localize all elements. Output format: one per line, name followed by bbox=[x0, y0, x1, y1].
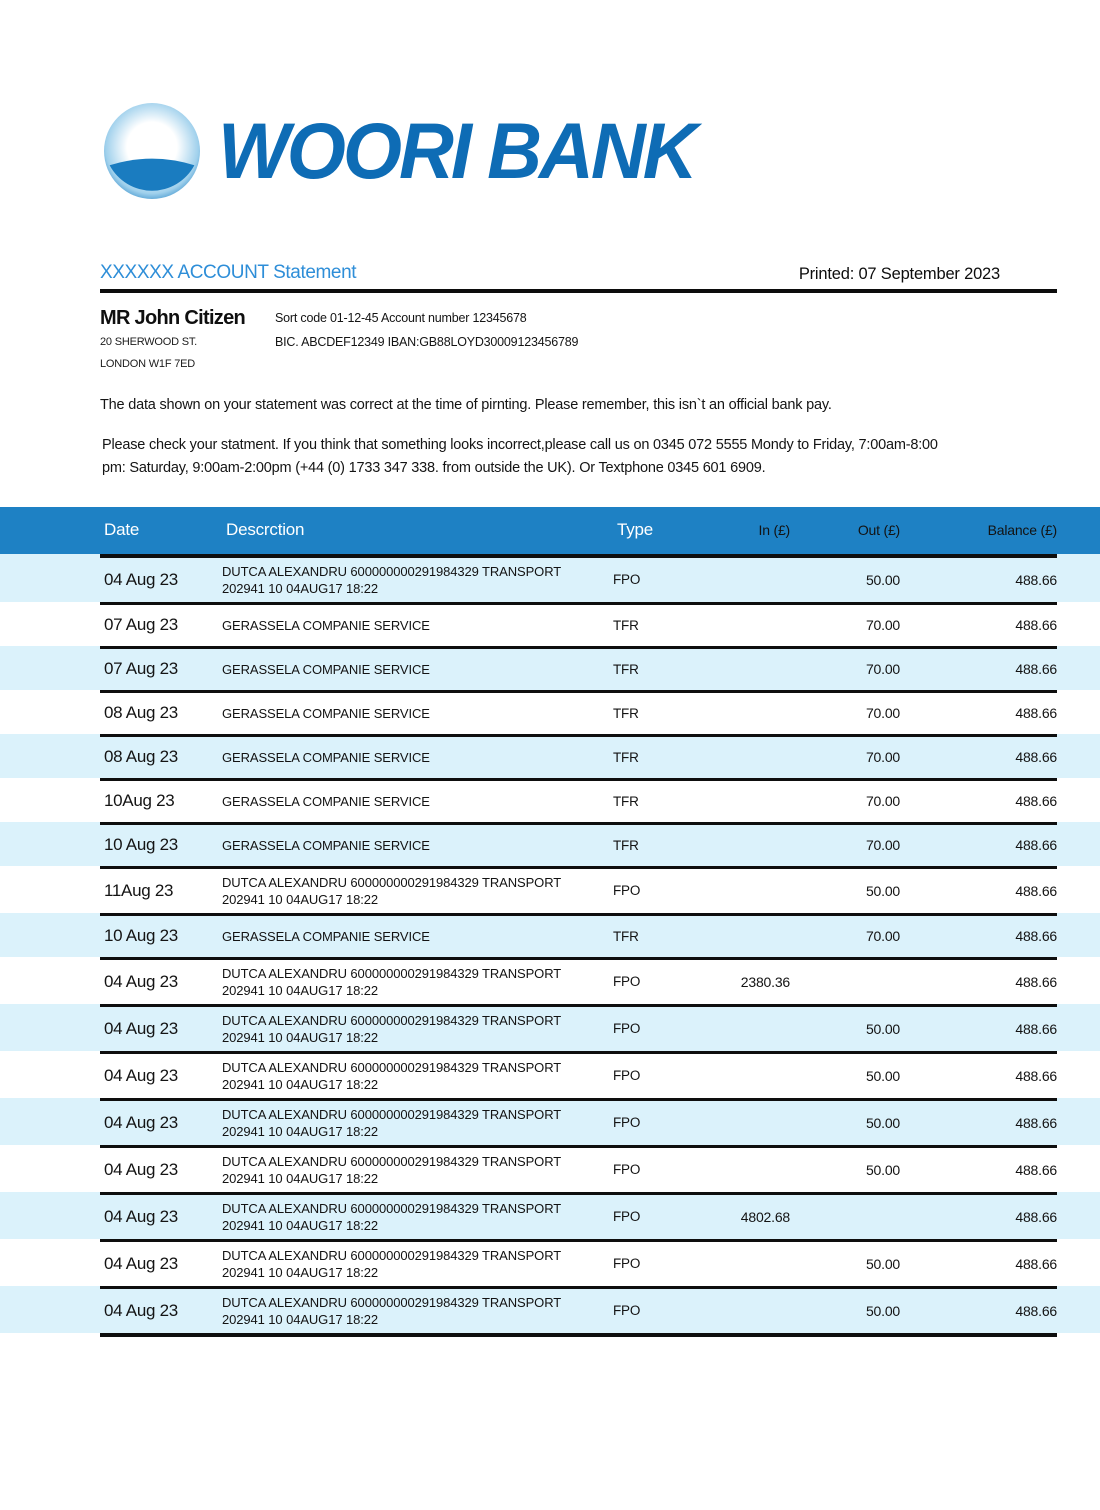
transaction-out: 50.00 bbox=[865, 1255, 900, 1272]
transaction-description-line1: GERASSELA COMPANIE SERVICE bbox=[222, 837, 430, 853]
customer-address-line1: 20 SHERWOOD ST. bbox=[100, 336, 198, 348]
transaction-type: TFR bbox=[613, 705, 639, 721]
transaction-balance: 488.66 bbox=[1015, 1208, 1057, 1225]
transaction-type: FPO bbox=[613, 572, 641, 588]
transaction-description-line1: GERASSELA COMPANIE SERVICE bbox=[222, 661, 430, 677]
transaction-description bbox=[222, 1059, 613, 1093]
transaction-description-line1: GERASSELA COMPANIE SERVICE bbox=[222, 928, 430, 944]
transaction-description bbox=[222, 1294, 613, 1328]
transaction-type: TFR bbox=[613, 837, 639, 853]
customer-block bbox=[100, 307, 1100, 370]
transaction-date: 10 Aug 23 bbox=[104, 926, 178, 946]
transaction-type: TFR bbox=[613, 661, 639, 677]
transaction-out: 70.00 bbox=[865, 837, 900, 854]
transaction-description bbox=[222, 837, 613, 854]
transaction-out: 70.00 bbox=[865, 793, 900, 810]
column-header-date: Date bbox=[104, 520, 140, 540]
transaction-description bbox=[222, 965, 613, 999]
transaction-date: 10Aug 23 bbox=[104, 791, 175, 811]
transaction-description-line2: 202941 10 04AUG17 18:22 bbox=[222, 1029, 378, 1045]
transaction-description-line1: GERASSELA COMPANIE SERVICE bbox=[222, 617, 430, 633]
transaction-balance: 488.66 bbox=[1015, 928, 1057, 945]
bic-iban: BIC. ABCDEF12349 IBAN:GB88LOYD30009123456789 bbox=[275, 335, 579, 349]
transaction-out: 50.00 bbox=[865, 571, 900, 588]
transaction-balance: 488.66 bbox=[1015, 882, 1057, 899]
transaction-type: FPO bbox=[613, 1209, 641, 1225]
table-row bbox=[0, 1098, 1100, 1145]
transaction-out: 50.00 bbox=[865, 1067, 900, 1084]
transaction-balance: 488.66 bbox=[1015, 1114, 1057, 1131]
transaction-balance: 488.66 bbox=[1015, 793, 1057, 810]
transaction-description bbox=[222, 661, 613, 678]
transaction-description bbox=[222, 1153, 613, 1187]
transaction-description-line1: DUTCA ALEXANDRU 600000000291984329 TRANSPORT bbox=[222, 874, 562, 890]
transaction-in: 2380.36 bbox=[740, 973, 790, 990]
transaction-date: 04 Aug 23 bbox=[104, 1159, 178, 1179]
column-header-type: Type bbox=[617, 520, 654, 540]
table-row bbox=[0, 1286, 1100, 1333]
transaction-description bbox=[222, 1247, 613, 1281]
transaction-out: 50.00 bbox=[865, 1302, 900, 1319]
table-row bbox=[0, 690, 1100, 734]
transaction-description-line2: 202941 10 04AUG17 18:22 bbox=[222, 1217, 378, 1233]
transaction-out: 70.00 bbox=[865, 617, 900, 634]
table-bottom-border bbox=[100, 1333, 1057, 1337]
transaction-description bbox=[222, 705, 613, 722]
transaction-description-line2: 202941 10 04AUG17 18:22 bbox=[222, 1076, 378, 1092]
transaction-type: FPO bbox=[613, 1115, 641, 1131]
transaction-balance: 488.66 bbox=[1015, 1067, 1057, 1084]
transaction-out: 70.00 bbox=[865, 749, 900, 766]
transaction-balance: 488.66 bbox=[1015, 973, 1057, 990]
column-header-in: In (£) bbox=[758, 522, 790, 539]
transactions-table bbox=[0, 507, 1100, 1337]
transaction-description-line2: 202941 10 04AUG17 18:22 bbox=[222, 1311, 378, 1327]
statement-note-1: The data shown on your statement was correct at the time of pirnting. Please remember, this isn`t an official bank pay. bbox=[100, 397, 832, 413]
table-row bbox=[0, 1239, 1100, 1286]
transaction-balance: 488.66 bbox=[1015, 1020, 1057, 1037]
transaction-description bbox=[222, 874, 613, 908]
customer-name: MR John Citizen bbox=[100, 307, 246, 329]
transaction-type: FPO bbox=[613, 974, 641, 990]
transaction-type: FPO bbox=[613, 1162, 641, 1178]
transaction-description-line1: DUTCA ALEXANDRU 600000000291984329 TRANSPORT bbox=[222, 1059, 562, 1075]
transaction-date: 07 Aug 23 bbox=[104, 615, 178, 635]
bank-logo-icon bbox=[100, 102, 204, 200]
transaction-out: 70.00 bbox=[865, 928, 900, 945]
transaction-description-line1: GERASSELA COMPANIE SERVICE bbox=[222, 749, 430, 765]
transaction-balance: 488.66 bbox=[1015, 837, 1057, 854]
transaction-description-line1: DUTCA ALEXANDRU 600000000291984329 TRANSPORT bbox=[222, 1106, 562, 1122]
transaction-type: TFR bbox=[613, 793, 639, 809]
table-row bbox=[0, 734, 1100, 778]
transaction-description bbox=[222, 1200, 613, 1234]
transaction-out: 70.00 bbox=[865, 705, 900, 722]
transaction-balance: 488.66 bbox=[1015, 571, 1057, 588]
transaction-balance: 488.66 bbox=[1015, 1161, 1057, 1178]
column-header-description: Descrction bbox=[226, 520, 305, 540]
transaction-balance: 488.66 bbox=[1015, 1302, 1057, 1319]
transaction-description bbox=[222, 563, 613, 597]
transaction-out: 50.00 bbox=[865, 882, 900, 899]
sort-code-account-number: Sort code 01-12-45 Account number 12345678 bbox=[275, 311, 527, 325]
transaction-type: TFR bbox=[613, 928, 639, 944]
transaction-date: 04 Aug 23 bbox=[104, 1253, 178, 1273]
transaction-description bbox=[222, 793, 613, 810]
table-row bbox=[0, 1192, 1100, 1239]
transaction-type: TFR bbox=[613, 617, 639, 633]
transaction-out: 70.00 bbox=[865, 661, 900, 678]
transaction-description-line1: DUTCA ALEXANDRU 600000000291984329 TRANSPORT bbox=[222, 1247, 562, 1263]
transaction-description-line2: 202941 10 04AUG17 18:22 bbox=[222, 580, 378, 596]
table-row bbox=[0, 554, 1100, 602]
transaction-date: 08 Aug 23 bbox=[104, 747, 178, 767]
table-row bbox=[0, 778, 1100, 822]
transaction-description-line1: DUTCA ALEXANDRU 600000000291984329 TRANSPORT bbox=[222, 1012, 562, 1028]
table-row bbox=[0, 646, 1100, 690]
transaction-date: 04 Aug 23 bbox=[104, 1300, 178, 1320]
transaction-balance: 488.66 bbox=[1015, 1255, 1057, 1272]
transaction-description-line1: GERASSELA COMPANIE SERVICE bbox=[222, 705, 430, 721]
transaction-description bbox=[222, 928, 613, 945]
transaction-type: FPO bbox=[613, 1303, 641, 1319]
transaction-description bbox=[222, 617, 613, 634]
transaction-date: 10 Aug 23 bbox=[104, 835, 178, 855]
title-divider bbox=[100, 289, 1057, 293]
statement-note-2: Please check your statment. If you think that something looks incorrect,please call us on 0345 072 5555 Mondy to Friday, 7:00am-8:00 pm: Saturday, 9:00am-2:00pm (+44 (0) 1733 347 338. from outside the UK). Or Textphone 0345 601 6909. bbox=[102, 437, 938, 477]
bank-logo bbox=[100, 0, 1100, 200]
transaction-out: 50.00 bbox=[865, 1020, 900, 1037]
transaction-in: 4802.68 bbox=[740, 1208, 790, 1225]
transaction-description-line2: 202941 10 04AUG17 18:22 bbox=[222, 982, 378, 998]
transaction-date: 11Aug 23 bbox=[104, 880, 174, 900]
transaction-date: 04 Aug 23 bbox=[104, 1206, 178, 1226]
transaction-type: FPO bbox=[613, 883, 641, 899]
transaction-date: 08 Aug 23 bbox=[104, 703, 178, 723]
table-row bbox=[0, 1004, 1100, 1051]
customer-address-line2: LONDON W1F 7ED bbox=[100, 358, 195, 370]
transaction-description bbox=[222, 1012, 613, 1046]
bank-name: WOORI BANK bbox=[218, 106, 695, 196]
transaction-balance: 488.66 bbox=[1015, 749, 1057, 766]
transaction-type: FPO bbox=[613, 1068, 641, 1084]
table-row bbox=[0, 1051, 1100, 1098]
transaction-out: 50.00 bbox=[865, 1161, 900, 1178]
transaction-date: 04 Aug 23 bbox=[104, 569, 178, 589]
transaction-description-line2: 202941 10 04AUG17 18:22 bbox=[222, 1170, 378, 1186]
table-row bbox=[0, 602, 1100, 646]
transaction-balance: 488.66 bbox=[1015, 705, 1057, 722]
transaction-description-line2: 202941 10 04AUG17 18:22 bbox=[222, 891, 378, 907]
transaction-date: 07 Aug 23 bbox=[104, 659, 178, 679]
transaction-out: 50.00 bbox=[865, 1114, 900, 1131]
transaction-description-line2: 202941 10 04AUG17 18:22 bbox=[222, 1264, 378, 1280]
transaction-date: 04 Aug 23 bbox=[104, 971, 178, 991]
transaction-description bbox=[222, 1106, 613, 1140]
transaction-description bbox=[222, 749, 613, 766]
statement-title: XXXXXX ACCOUNT Statement bbox=[100, 262, 357, 283]
transaction-description-line1: DUTCA ALEXANDRU 600000000291984329 TRANSPORT bbox=[222, 965, 562, 981]
transaction-type: FPO bbox=[613, 1256, 641, 1272]
table-header bbox=[0, 507, 1100, 554]
column-header-out: Out (£) bbox=[857, 522, 900, 539]
transaction-date: 04 Aug 23 bbox=[104, 1112, 178, 1132]
transaction-type: TFR bbox=[613, 749, 639, 765]
transaction-type: FPO bbox=[613, 1021, 641, 1037]
transaction-description-line1: GERASSELA COMPANIE SERVICE bbox=[222, 793, 430, 809]
table-row bbox=[0, 957, 1100, 1004]
table-row bbox=[0, 822, 1100, 866]
transaction-date: 04 Aug 23 bbox=[104, 1065, 178, 1085]
transaction-description-line2: 202941 10 04AUG17 18:22 bbox=[222, 1123, 378, 1139]
table-row bbox=[0, 866, 1100, 913]
transaction-description-line1: DUTCA ALEXANDRU 600000000291984329 TRANSPORT bbox=[222, 563, 562, 579]
column-header-balance: Balance (£) bbox=[987, 522, 1057, 539]
transaction-description-line1: DUTCA ALEXANDRU 600000000291984329 TRANSPORT bbox=[222, 1294, 562, 1310]
transaction-balance: 488.66 bbox=[1015, 617, 1057, 634]
transaction-date: 04 Aug 23 bbox=[104, 1018, 178, 1038]
transaction-balance: 488.66 bbox=[1015, 661, 1057, 678]
printed-date: Printed: 07 September 2023 bbox=[798, 265, 1000, 283]
table-row bbox=[0, 913, 1100, 957]
transaction-description-line1: DUTCA ALEXANDRU 600000000291984329 TRANSPORT bbox=[222, 1200, 562, 1216]
transactions-table-body bbox=[0, 554, 1100, 1333]
transaction-description-line1: DUTCA ALEXANDRU 600000000291984329 TRANSPORT bbox=[222, 1153, 562, 1169]
table-row bbox=[0, 1145, 1100, 1192]
